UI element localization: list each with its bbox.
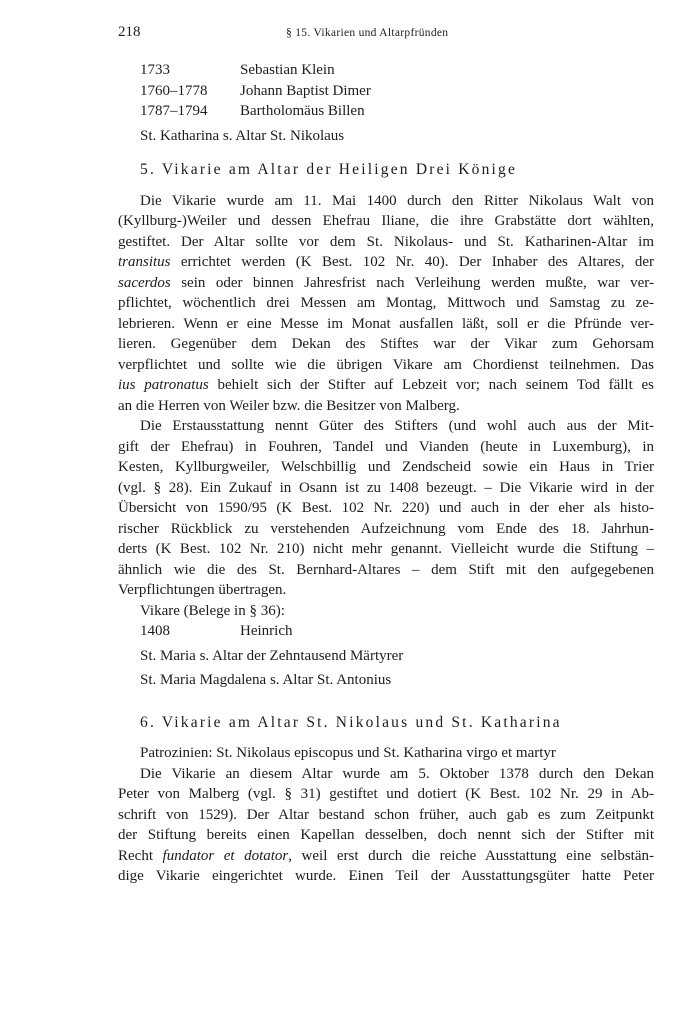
text-line-rest: errichtet werden (K Best. 102 Nr. 40). Der Inhaber des Altares, der <box>180 254 654 270</box>
list-item-name: Sebastian Klein <box>240 62 335 78</box>
text-line: schrift von 1529). Der Altar bestand schon früher, auch gab es zum Zeitpunkt <box>118 806 654 823</box>
section-6-heading: 6. Vikarie am Altar St. Nikolaus und St. Katharina <box>140 713 562 731</box>
cross-reference-katharina: St. Katharina s. Altar St. Nikolaus <box>140 127 345 144</box>
list-item-name: Heinrich <box>240 623 293 639</box>
text-line <box>118 252 654 273</box>
list-item <box>118 621 654 642</box>
text-word: Recht <box>118 847 153 864</box>
text-line: gestiftet. Der Altar sollte vor dem St. Nikolaus- und St. Katharinen-Altar im <box>118 233 654 250</box>
text-line <box>118 375 654 396</box>
text-line: Kesten, Kyllburgweiler, Welschbillig und Zendscheid sowie ein Haus in Trier <box>118 459 654 475</box>
text-line-rest: behielt sich der Stifter auf Lebzeit vor; nach seinem Tod fällt es <box>217 377 654 393</box>
list-item-name: Bartholomäus Billen <box>240 103 365 119</box>
running-head: § 15. Vikarien und Altarpfründen <box>286 27 449 39</box>
vikare-label: Vikare (Belege in § 36): <box>140 602 285 619</box>
italic-term-fundator: fundator et dotator <box>162 847 289 864</box>
list-item <box>118 101 654 122</box>
text-line: Übersicht von 1590/95 (K Best. 102 Nr. 220) und auch in der eher als histo- <box>118 500 654 516</box>
text-line: verpflichtet und sollte wie die übrigen Vikare am Chordienst teilnehmen. Das <box>118 356 654 373</box>
text-line: dige Vikarie eingerichtet wurde. Einen Teil der Ausstattungsgüter hatte Peter <box>118 868 654 884</box>
list-item-years: 1760–1778 <box>140 82 208 99</box>
text-line: pflichtet, wöchentlich drei Messen am Montag, Mittwoch und Samstag zu ze- <box>118 295 654 311</box>
text-line: an die Herren von Weiler bzw. die Besitzer von Malberg. <box>118 397 460 414</box>
text-line: rischer Rückblick zu verstehenden Aufzeichnung vom Ende des 18. Jahrhun- <box>118 520 654 537</box>
text-line: ähnlich wie die des St. Bernhard-Altares – dem Stift mit den aufgegebenen <box>118 561 654 578</box>
page-header <box>118 24 654 46</box>
page-number: 218 <box>118 24 141 40</box>
list-item-years: 1733 <box>140 62 170 78</box>
text-line <box>118 273 654 294</box>
text-line: (Kyllburg-)Weiler und dessen Ehefrau Iliane, die ihre Grabstätte dort wählten, <box>118 213 654 229</box>
text-line <box>118 846 654 867</box>
patrozinien-line: Patrozinien: St. Nikolaus episcopus und St. Katharina virgo et martyr <box>140 745 556 761</box>
list-item-years: 1408 <box>140 623 170 639</box>
section-5-paragraph-1 <box>118 191 654 417</box>
text-line: Die Vikarie wurde am 11. Mai 1400 durch den Ritter Nikolaus Walt von <box>140 192 654 209</box>
list-item <box>118 60 654 81</box>
text-line: Die Erstausstattung nennt Güter des Stifters (und wohl auch aus der Mit- <box>140 418 654 434</box>
text-line: gift der Ehefrau) in Fouhren, Tandel und Vianden (heute in Luxemburg), in <box>118 438 654 455</box>
text-line: (vgl. § 28). Ein Zukauf in Osann ist zu 1408 bezeugt. – Die Vikarie wird in der <box>118 479 654 496</box>
text-line-rest: , weil erst durch die reiche Ausstattung eine selbstän- <box>288 847 654 864</box>
italic-term-ius-patronatus: ius patronatus <box>118 377 209 393</box>
list-item-years: 1787–1794 <box>140 103 208 119</box>
vikar-list-previous <box>118 60 654 122</box>
cross-reference-maria: St. Maria s. Altar der Zehntausend Märtyrer <box>140 647 404 664</box>
italic-term-sacerdos: sacerdos <box>118 274 171 291</box>
text-line: Verpflichtungen übertragen. <box>118 582 287 598</box>
text-line: derts (K Best. 102 Nr. 210) nicht mehr genannt. Vielleicht wurde die Stiftung – <box>118 541 654 557</box>
section-6-paragraph <box>118 764 654 887</box>
text-line: der Stiftung bereits einen Kapellan desselben, doch nennt sich der Stifter mit <box>118 827 654 843</box>
section-5-paragraph-2 <box>118 416 654 601</box>
text-line-rest: sein oder binnen Jahresfrist nach Verleihung werden mußte, war ver- <box>181 274 654 291</box>
italic-term-transitus: transitus <box>118 254 171 270</box>
text-line: lebrieren. Wenn er eine Messe im Monat ausfallen läßt, soll er die Pfründe ver- <box>118 315 654 332</box>
section-5-heading: 5. Vikarie am Altar der Heiligen Drei Könige <box>140 161 518 178</box>
text-line: lieren. Gegenüber dem Dekan des Stiftes war der Vikar zum Gehorsam <box>118 336 654 352</box>
list-item <box>118 81 654 102</box>
list-item-name: Johann Baptist Dimer <box>240 82 371 99</box>
cross-reference-maria-magdalena: St. Maria Magdalena s. Altar St. Antonius <box>140 672 392 688</box>
text-line: Die Vikarie an diesem Altar wurde am 5. Oktober 1378 durch den Dekan <box>140 765 654 782</box>
text-line: Peter von Malberg (vgl. § 31) gestiftet und dotiert (K Best. 102 Nr. 29 in Ab- <box>118 786 654 802</box>
page-body <box>118 60 654 887</box>
